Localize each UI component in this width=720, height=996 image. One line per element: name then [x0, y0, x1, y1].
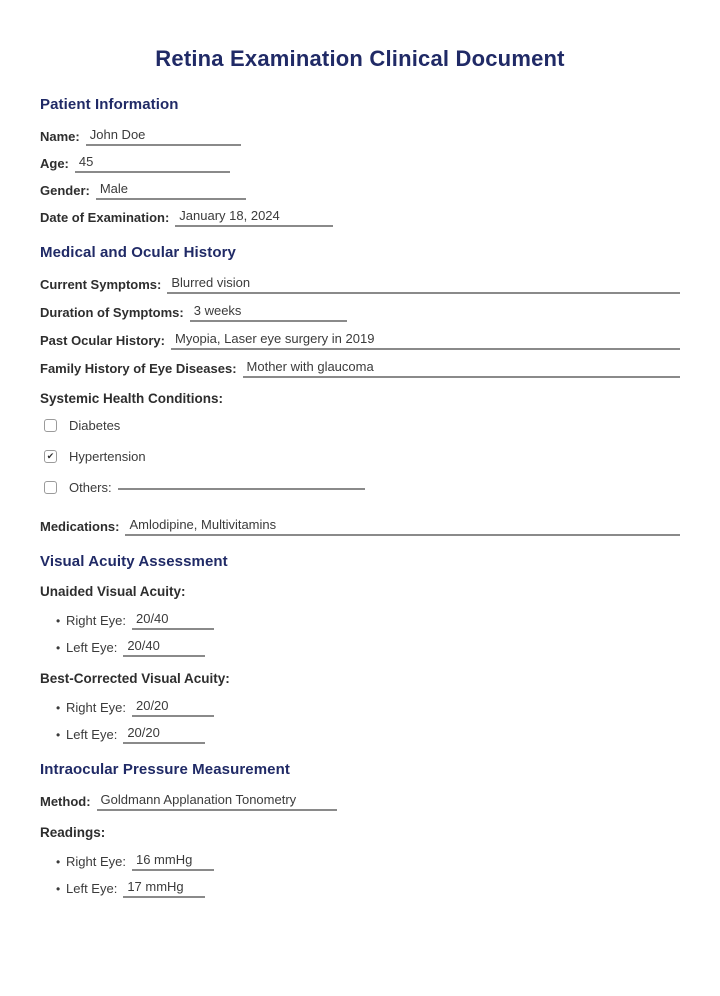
- others-label: Others:: [69, 480, 112, 495]
- age-field[interactable]: 45: [75, 154, 230, 173]
- bullet-icon: •: [56, 728, 61, 742]
- name-field[interactable]: John Doe: [86, 127, 241, 146]
- corrected-left-eye-row: [56, 725, 680, 744]
- checkbox-row-others: [44, 480, 680, 495]
- bullet-icon: •: [56, 614, 61, 628]
- field-row-past-ocular-history: [40, 331, 680, 350]
- intraocular-pressure-heading: Intraocular Pressure Measurement: [40, 761, 290, 778]
- gender-label: Gender:: [40, 183, 90, 198]
- unaided-right-eye-label: Right Eye:: [66, 613, 126, 628]
- unaided-left-eye-row: [56, 638, 680, 657]
- systemic-conditions-label: Systemic Health Conditions:: [40, 391, 224, 406]
- bullet-icon: •: [56, 641, 61, 655]
- readings-label: Readings:: [40, 825, 106, 840]
- field-row-medications: [40, 517, 680, 536]
- diabetes-checkbox[interactable]: [44, 419, 57, 432]
- gender-field[interactable]: Male: [96, 181, 246, 200]
- medical-history-heading: Medical and Ocular History: [40, 244, 236, 261]
- field-row-method: [40, 792, 680, 811]
- checkbox-row-diabetes: [44, 418, 680, 433]
- corrected-acuity-label: Best-Corrected Visual Acuity:: [40, 671, 230, 686]
- others-field[interactable]: [118, 486, 365, 490]
- field-row-symptom-duration: [40, 303, 680, 322]
- field-row-current-symptoms: [40, 275, 680, 294]
- document-title: Retina Examination Clinical Document: [155, 46, 565, 71]
- corrected-left-eye-label: Left Eye:: [66, 727, 118, 742]
- exam-date-field[interactable]: January 18, 2024: [175, 208, 333, 227]
- current-symptoms-field[interactable]: Blurred vision: [167, 275, 680, 294]
- field-row-gender: [40, 181, 680, 200]
- symptom-duration-field[interactable]: 3 weeks: [190, 303, 347, 322]
- corrected-right-eye-label: Right Eye:: [66, 700, 126, 715]
- field-row-name: [40, 127, 680, 146]
- unaided-right-eye-row: [56, 611, 680, 630]
- section-visual-acuity: [40, 553, 680, 744]
- method-field[interactable]: Goldmann Applanation Tonometry: [97, 792, 337, 811]
- unaided-acuity-label: Unaided Visual Acuity:: [40, 584, 186, 599]
- reading-right-eye-label: Right Eye:: [66, 854, 126, 869]
- current-symptoms-label: Current Symptoms:: [40, 277, 162, 292]
- field-row-family-history: [40, 359, 680, 378]
- reading-left-eye-label: Left Eye:: [66, 881, 118, 896]
- bullet-icon: •: [56, 882, 61, 896]
- visual-acuity-heading: Visual Acuity Assessment: [40, 553, 228, 570]
- section-patient-information: [40, 96, 680, 227]
- reading-left-eye-row: [56, 879, 680, 898]
- section-medical-history: [40, 244, 680, 536]
- exam-date-label: Date of Examination:: [40, 210, 170, 225]
- diabetes-label: Diabetes: [69, 418, 121, 433]
- bullet-icon: •: [56, 701, 61, 715]
- symptom-duration-label: Duration of Symptoms:: [40, 305, 184, 320]
- hypertension-label: Hypertension: [69, 449, 146, 464]
- reading-left-eye-field[interactable]: 17 mmHg: [123, 879, 205, 898]
- section-intraocular-pressure: [40, 761, 680, 898]
- unaided-right-eye-field[interactable]: 20/40: [132, 611, 214, 630]
- method-label: Method:: [40, 794, 91, 809]
- medications-label: Medications:: [40, 519, 120, 534]
- corrected-right-eye-row: [56, 698, 680, 717]
- patient-information-heading: Patient Information: [40, 96, 179, 113]
- corrected-left-eye-field[interactable]: 20/20: [123, 725, 205, 744]
- field-row-age: [40, 154, 680, 173]
- age-label: Age:: [40, 156, 69, 171]
- checkbox-row-hypertension: [44, 449, 680, 464]
- name-label: Name:: [40, 129, 80, 144]
- family-history-label: Family History of Eye Diseases:: [40, 361, 237, 376]
- reading-right-eye-field[interactable]: 16 mmHg: [132, 852, 214, 871]
- family-history-field[interactable]: Mother with glaucoma: [243, 359, 680, 378]
- past-ocular-history-field[interactable]: Myopia, Laser eye surgery in 2019: [171, 331, 680, 350]
- medications-field[interactable]: Amlodipine, Multivitamins: [125, 517, 680, 536]
- hypertension-checkbox[interactable]: ✔: [44, 450, 57, 463]
- field-row-exam-date: [40, 208, 680, 227]
- reading-right-eye-row: [56, 852, 680, 871]
- others-checkbox[interactable]: [44, 481, 57, 494]
- corrected-right-eye-field[interactable]: 20/20: [132, 698, 214, 717]
- past-ocular-history-label: Past Ocular History:: [40, 333, 165, 348]
- bullet-icon: •: [56, 855, 61, 869]
- unaided-left-eye-field[interactable]: 20/40: [123, 638, 205, 657]
- unaided-left-eye-label: Left Eye:: [66, 640, 118, 655]
